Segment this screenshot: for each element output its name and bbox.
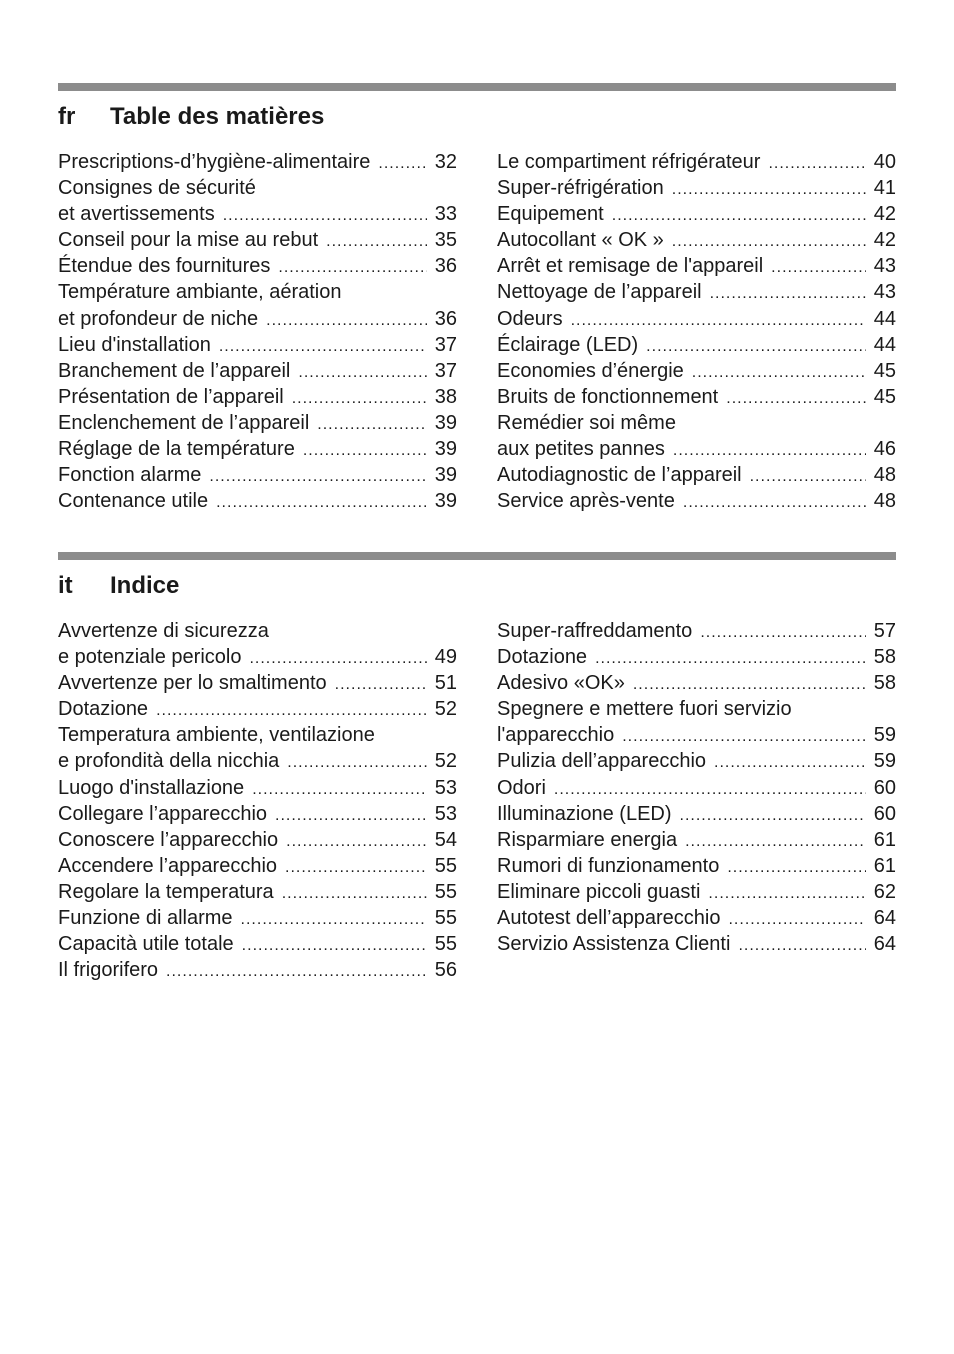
language-code: it <box>58 572 73 599</box>
toc-entry[interactable] <box>58 488 457 514</box>
language-code: fr <box>58 103 76 130</box>
toc-entry[interactable] <box>497 488 896 514</box>
toc-entry[interactable] <box>58 175 457 201</box>
toc-entry-page: 55 <box>434 854 457 877</box>
toc-entry-page: 32 <box>434 151 457 173</box>
dot-leader <box>680 803 866 829</box>
toc-entry[interactable] <box>58 644 457 670</box>
toc-entry-page: 52 <box>434 750 457 773</box>
toc-entry-text: Prescriptions-d’hygiène-alimentaire <box>58 151 371 173</box>
toc-entry[interactable] <box>497 358 896 384</box>
toc-entry-text: Température ambiante, aération <box>58 281 342 304</box>
dot-leader <box>282 881 427 907</box>
toc-entry-text: Lieu d'installation <box>58 333 211 356</box>
toc-entry[interactable] <box>497 227 896 253</box>
toc-entry[interactable] <box>497 201 896 227</box>
dot-leader <box>554 777 866 803</box>
toc-entry-text: et profondeur de niche <box>58 307 259 330</box>
toc-entry[interactable] <box>58 306 457 332</box>
toc-entry[interactable] <box>58 775 457 801</box>
toc-entry-text: aux petites pannes <box>497 438 665 461</box>
dot-leader <box>708 881 865 907</box>
toc-entry[interactable] <box>497 175 896 201</box>
toc-entry-page: 39 <box>434 464 457 487</box>
dot-leader <box>378 151 426 177</box>
toc-entry-page: 62 <box>873 880 896 903</box>
toc-entry[interactable] <box>58 748 457 774</box>
dot-leader <box>298 360 426 386</box>
toc-entry-text: Luogo d'installazione <box>58 776 245 799</box>
toc-entry-page: 38 <box>434 385 457 408</box>
toc-entry-text: Remédier soi même <box>497 411 676 434</box>
toc-entry[interactable] <box>497 306 896 332</box>
toc-entry-text: Nettoyage de l’appareil <box>497 281 702 304</box>
toc-entry-text: Super-réfrigération <box>497 177 664 200</box>
toc-entry-page: 36 <box>434 255 457 278</box>
toc-entry-text: Éclairage (LED) <box>497 333 639 356</box>
toc-entry-page: 55 <box>434 880 457 903</box>
section-divider <box>58 83 896 91</box>
toc-entry[interactable] <box>58 696 457 722</box>
dot-leader <box>242 933 427 959</box>
dot-leader <box>692 360 866 386</box>
toc-entry[interactable] <box>497 149 896 175</box>
toc-entry-text: Servizio Assistenza Clienti <box>497 933 731 956</box>
toc-entry[interactable] <box>497 670 896 696</box>
dot-leader <box>728 907 865 933</box>
toc-entry-page: 51 <box>434 672 457 695</box>
toc-entry-page: 64 <box>873 933 896 956</box>
toc-entry-page: 59 <box>873 724 896 747</box>
toc-entry-page: 60 <box>873 802 896 825</box>
toc-entry-page: 37 <box>434 333 457 356</box>
toc-entry-text: Le compartiment réfrigérateur <box>497 151 761 173</box>
dot-leader <box>252 777 427 803</box>
toc-entry-page: 43 <box>873 255 896 278</box>
dot-leader <box>595 646 866 672</box>
toc-entry-text: Fonction alarme <box>58 464 202 487</box>
toc-entry-page: 39 <box>434 490 457 513</box>
toc-entry[interactable] <box>58 670 457 696</box>
toc-entry-text: Funzione di allarme <box>58 907 233 930</box>
toc-entry-text: Pulizia dell’apparecchio <box>497 750 707 773</box>
toc-entry-page: 57 <box>873 620 896 642</box>
toc-entry-text: Odeurs <box>497 307 563 330</box>
toc-entry-text: Réglage de la température <box>58 438 295 461</box>
dot-leader <box>646 334 866 360</box>
toc-entry[interactable] <box>497 905 896 931</box>
dot-leader <box>156 698 427 724</box>
section-title: Indice <box>110 572 180 599</box>
toc-entry-text: Autodiagnostic de l’appareil <box>497 464 742 487</box>
dot-leader <box>771 255 866 281</box>
toc-entry-page: 52 <box>434 698 457 721</box>
dot-leader <box>275 803 427 829</box>
toc-entry-text: l'apparecchio <box>497 724 615 747</box>
dot-leader <box>673 438 866 464</box>
toc-entry-page: 61 <box>873 854 896 877</box>
dot-leader <box>249 646 426 672</box>
toc-column-left <box>58 618 457 983</box>
toc-entry-text: Bruits de fonctionnement <box>497 385 719 408</box>
toc-entry-page: 55 <box>434 933 457 956</box>
toc-entry[interactable] <box>497 436 896 462</box>
dot-leader <box>700 620 865 646</box>
toc-entry-text: Accendere l’apparecchio <box>58 854 278 877</box>
toc-entry-page: 59 <box>873 750 896 773</box>
toc-entry-text: Spegnere e mettere fuori servizio <box>497 698 792 721</box>
dot-leader <box>166 959 427 985</box>
toc-entry-page: 53 <box>434 776 457 799</box>
toc-entry-page: 44 <box>873 307 896 330</box>
dot-leader <box>216 490 427 516</box>
toc-entry[interactable] <box>497 853 896 879</box>
dot-leader <box>750 464 866 490</box>
toc-entry-text: et avertissements <box>58 203 215 226</box>
toc-entry[interactable] <box>497 410 896 436</box>
toc-entry-text: Eliminare piccoli guasti <box>497 880 701 903</box>
toc-entry[interactable] <box>497 279 896 305</box>
toc-entry[interactable] <box>58 722 457 748</box>
toc-entry-page: 43 <box>873 281 896 304</box>
toc-entry-text: e profondità della nicchia <box>58 750 280 773</box>
toc-entry[interactable] <box>58 253 457 279</box>
toc-entry-page: 45 <box>873 359 896 382</box>
toc-entry[interactable] <box>58 931 457 957</box>
toc-entry-text: Étendue des fournitures <box>58 255 271 278</box>
toc-entry-text: Contenance utile <box>58 490 209 513</box>
toc-entry-text: Service après-vente <box>497 490 675 513</box>
toc-entry-text: Economies d’énergie <box>497 359 684 382</box>
toc-entry-page: 53 <box>434 802 457 825</box>
toc-entry-page: 37 <box>434 359 457 382</box>
toc-entry-page: 64 <box>873 907 896 930</box>
toc-entry-page: 48 <box>873 490 896 513</box>
toc-column-right <box>497 149 896 514</box>
toc-entry[interactable] <box>58 879 457 905</box>
dot-leader <box>219 334 427 360</box>
toc-entry[interactable] <box>497 931 896 957</box>
dot-leader <box>633 672 866 698</box>
dot-leader <box>622 724 866 750</box>
toc-entry-text: Branchement de l’appareil <box>58 359 291 382</box>
toc-entry-text: Capacità utile totale <box>58 933 234 956</box>
toc-entry[interactable] <box>58 853 457 879</box>
toc-entry-page: 42 <box>873 229 896 252</box>
toc-entry-text: Il frigorifero <box>58 959 159 982</box>
toc-entry-page: 56 <box>434 959 457 982</box>
toc-entry-page: 40 <box>873 151 896 173</box>
toc-entry-page: 60 <box>873 776 896 799</box>
toc-entry-text: Dotazione <box>497 646 588 669</box>
toc-entry-page: 39 <box>434 438 457 461</box>
dot-leader <box>738 933 865 959</box>
toc-entry-page: 49 <box>434 646 457 669</box>
toc-entry-text: Présentation de l’appareil <box>58 385 284 408</box>
toc-entry-text: Conseil pour la mise au rebut <box>58 229 319 252</box>
toc-entry-text: Avvertenze per lo smaltimento <box>58 672 327 695</box>
toc-section-fr <box>58 83 896 514</box>
dot-leader <box>287 750 426 776</box>
toc-entry-text: Regolare la temperatura <box>58 880 274 903</box>
toc-entry[interactable] <box>58 618 457 644</box>
toc-entry-page: 33 <box>434 203 457 226</box>
toc-section-it <box>58 552 896 983</box>
toc-entry[interactable] <box>58 279 457 305</box>
toc-entry[interactable] <box>58 801 457 827</box>
dot-leader <box>672 177 866 203</box>
toc-entry[interactable] <box>497 618 896 644</box>
toc-entry-text: Illuminazione (LED) <box>497 802 672 825</box>
toc-entry[interactable] <box>58 827 457 853</box>
dot-leader <box>683 490 866 516</box>
dot-leader <box>241 907 427 933</box>
toc-entry[interactable] <box>58 227 457 253</box>
dot-leader <box>710 281 866 307</box>
toc-entry-text: Dotazione <box>58 698 149 721</box>
toc-entry-text: Enclenchement de l’appareil <box>58 411 310 434</box>
toc-entry[interactable] <box>58 905 457 931</box>
dot-leader <box>335 672 427 698</box>
section-title: Table des matières <box>110 103 325 130</box>
toc-entry-page: 61 <box>873 828 896 851</box>
dot-leader <box>223 203 427 229</box>
dot-leader <box>326 229 427 255</box>
toc-entry-page: 36 <box>434 307 457 330</box>
toc-entry-page: 44 <box>873 333 896 356</box>
toc-entry-text: Adesivo «OK» <box>497 672 625 695</box>
toc-entry[interactable] <box>497 462 896 488</box>
toc-entry-page: 58 <box>873 646 896 669</box>
toc-entry-page: 55 <box>434 907 457 930</box>
toc-column-left <box>58 149 457 514</box>
toc-entry-page: 45 <box>873 385 896 408</box>
dot-leader <box>726 386 866 412</box>
dot-leader <box>278 255 426 281</box>
toc-entry[interactable] <box>58 201 457 227</box>
toc-entry[interactable] <box>58 462 457 488</box>
toc-entry-page: 39 <box>434 411 457 434</box>
toc-entry-text: Equipement <box>497 203 604 226</box>
toc-entry-page: 48 <box>873 464 896 487</box>
toc-entry-text: Consignes de sécurité <box>58 177 256 200</box>
toc-entry-page: 58 <box>873 672 896 695</box>
toc-entry[interactable] <box>497 722 896 748</box>
toc-entry-text: Autotest dell’apparecchio <box>497 907 721 930</box>
dot-leader <box>292 386 427 412</box>
dot-leader <box>571 308 866 334</box>
dot-leader <box>285 855 427 881</box>
toc-column-right <box>497 618 896 983</box>
dot-leader <box>672 229 866 255</box>
dot-leader <box>286 829 427 855</box>
dot-leader <box>317 412 426 438</box>
toc-entry-text: Avvertenze di sicurezza <box>58 620 269 642</box>
toc-entry[interactable] <box>58 957 457 983</box>
toc-entry-page: 42 <box>873 203 896 226</box>
dot-leader <box>266 308 427 334</box>
toc-entry[interactable] <box>58 358 457 384</box>
section-heading <box>58 103 896 141</box>
toc-entry[interactable] <box>58 149 457 175</box>
toc-entry-text: Conoscere l’apparecchio <box>58 828 279 851</box>
toc-entry-text: e potenziale pericolo <box>58 646 242 669</box>
dot-leader <box>768 151 865 177</box>
toc-entry[interactable] <box>497 879 896 905</box>
toc-entry-text: Collegare l’apparecchio <box>58 802 268 825</box>
toc-entry[interactable] <box>497 696 896 722</box>
toc-entry[interactable] <box>58 332 457 358</box>
dot-leader <box>209 464 426 490</box>
toc-entry[interactable] <box>497 644 896 670</box>
toc-entry-text: Super-raffreddamento <box>497 620 693 642</box>
dot-leader <box>727 855 865 881</box>
toc-entry-page: 54 <box>434 828 457 851</box>
toc-entry-text: Risparmiare energia <box>497 828 678 851</box>
dot-leader <box>303 438 427 464</box>
toc-entry-page: 46 <box>873 438 896 461</box>
toc-entry-text: Odori <box>497 776 546 799</box>
toc-entry-text: Rumori di funzionamento <box>497 854 720 877</box>
toc-entry[interactable] <box>497 748 896 774</box>
toc-entry[interactable] <box>497 775 896 801</box>
toc-entry[interactable] <box>497 801 896 827</box>
toc-entry[interactable] <box>58 436 457 462</box>
toc-entry[interactable] <box>58 410 457 436</box>
section-heading <box>58 572 896 610</box>
toc-entry[interactable] <box>497 827 896 853</box>
toc-entry-page: 41 <box>873 177 896 200</box>
toc-entry[interactable] <box>497 384 896 410</box>
toc-entry-text: Autocollant « OK » <box>497 229 664 252</box>
toc-entry-text: Arrêt et remisage de l'appareil <box>497 255 764 278</box>
toc-entry-text: Temperatura ambiente, ventilazione <box>58 724 375 747</box>
section-divider <box>58 552 896 560</box>
toc-entry-page: 35 <box>434 229 457 252</box>
dot-leader <box>714 750 866 776</box>
toc-entry[interactable] <box>497 253 896 279</box>
toc-entry[interactable] <box>497 332 896 358</box>
dot-leader <box>612 203 866 229</box>
dot-leader <box>685 829 866 855</box>
toc-entry[interactable] <box>58 384 457 410</box>
